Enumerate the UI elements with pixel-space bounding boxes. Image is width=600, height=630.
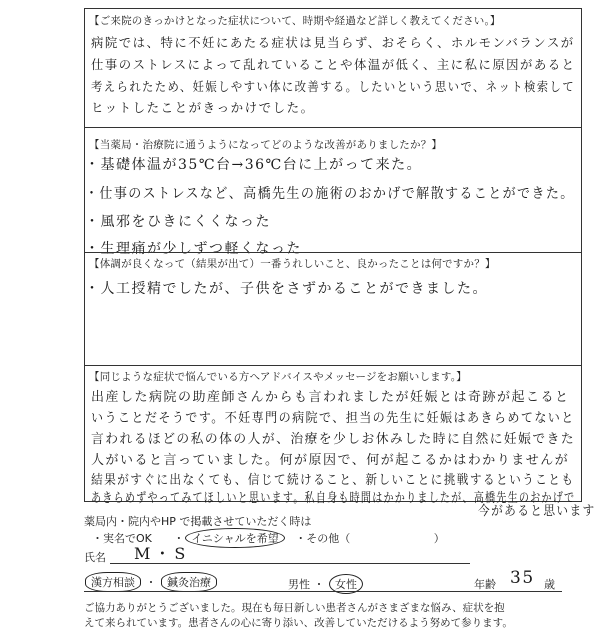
divider: [85, 365, 581, 366]
answer-4-line-3: 言われるほどの私の体の人が、治療を少しお休みした時に自然に妊娠できた: [91, 432, 576, 447]
age-label: 年齢: [474, 578, 496, 591]
answer-4-line-1: 出産した病院の助産師さんからも言われましたが妊娠とは奇跡が起こると: [91, 390, 570, 405]
answer-1-line-3: 考えられたため、妊娠しやすい体に改善する。したいという思いで、ネット検索して: [91, 79, 575, 94]
age-value: 35: [510, 568, 535, 588]
answer-2-line-4: ・生理痛が少しずつ軽くなった: [85, 241, 302, 257]
thanks-line-2: えて来られています。患者さんの心に寄り添い、改善していただけるよう努めて参ります。: [84, 617, 513, 629]
thanks-line-1: ご協力ありがとうございました。現在も毎日新しい患者さんがさまざまな悩み、症状を抱: [84, 602, 505, 614]
gender-female-selected[interactable]: 女性: [329, 574, 363, 594]
name-underline: [110, 563, 470, 564]
service-row: 漢方相談 ・ 鍼灸治療: [84, 572, 218, 592]
answer-4-line-4: 人がいると言っていました。何が原因で、何が起こるかはわかりませんが: [91, 453, 570, 468]
divider: [85, 252, 581, 253]
option-initial-selected[interactable]: イニシャルを希望: [185, 528, 284, 548]
questionnaire-box: [84, 8, 582, 506]
acupuncture-option[interactable]: 鍼灸治療: [161, 572, 217, 592]
answer-1-line-1: 病院では、特に不妊にあたる症状は見当らず、おそらく、ホルモンバランスが: [91, 35, 575, 50]
answer-4-line-5: 結果がすぐに出なくても、信じて続けること、新しいことに挑戦するということも: [91, 473, 575, 488]
option-initial-prefix: ・: [173, 532, 185, 545]
service-underline: [84, 591, 562, 592]
name-label: 氏名: [84, 551, 106, 564]
gender-row: 男性 ・ 女性: [288, 574, 364, 594]
divider: [85, 127, 581, 128]
gender-male[interactable]: 男性: [288, 578, 310, 591]
chinese-medicine-option[interactable]: 漢方相談: [85, 572, 141, 592]
option-real-name[interactable]: ・実名でOK: [92, 532, 152, 545]
answer-1-line-2: 仕事のストレスによって乱れていることや体温が低く、主に私に原因があると: [91, 57, 576, 72]
question-3-label: 【体調が良くなって（結果が出て）一番うれしいこと、良かったことは何ですか？】: [89, 258, 496, 270]
answer-4-line-6: あきらめずやってみてほしいと思います。私自身も時間はかかりましたが、高橋先生のおかげで: [91, 491, 576, 506]
name-value: M・S: [134, 544, 190, 563]
age-unit: 歳: [544, 578, 555, 591]
question-2-label: 【当薬局・治療院に通うようになってどのような改善がありましたか？】: [89, 139, 443, 151]
answer-2-line-2: ・仕事のストレスなど、高橋先生の施術のおかげで解散することができた。: [85, 186, 575, 202]
option-other[interactable]: ・その他（: [295, 532, 351, 545]
question-1-label: 【ご来院のきっかけとなった症状について、時期や経過など詳しく教えてください。】: [89, 15, 501, 27]
answer-3-line-1: ・人工授精でしたが、子供をさずかることができました。: [85, 281, 488, 297]
answer-4-line-2: いうことだそうです。不妊専門の病院で、担当の先生に妊娠はあきらめてないと: [91, 411, 575, 426]
answer-2-line-3: ・風邪をひきにくくなった: [85, 214, 271, 230]
answer-2-line-1: ・基礎体温が35℃台→36℃台に上がって来た。: [85, 157, 423, 173]
answer-1-line-4: ヒットしたことがきっかけでした。: [91, 100, 315, 115]
option-other-close: ）: [433, 532, 445, 545]
question-4-label: 【同じような症状で悩んでいる方へアドバイスやメッセージをお願いします。】: [89, 371, 467, 383]
publish-permission-label: 薬局内・院内やHP で掲載させていただく時は: [84, 515, 312, 528]
answer-4-line-7: 今があると思います: [478, 504, 596, 519]
